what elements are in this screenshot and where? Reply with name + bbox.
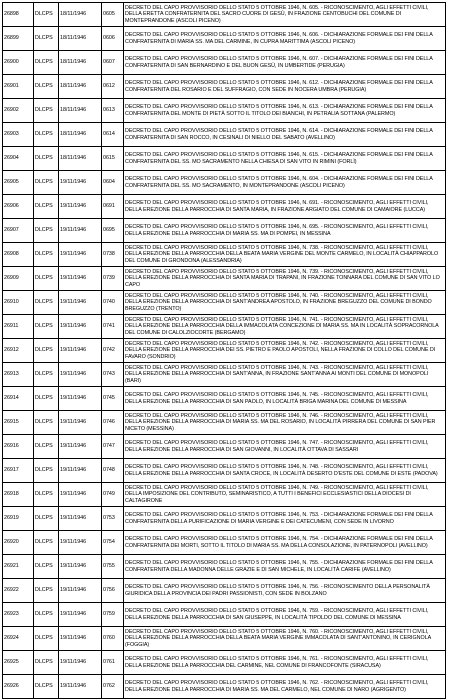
act-description-text: DECRETO DEL CAPO PROVVISORIO DELLO STATO 5 OTTOBRE 1946, N. 746. - RICONOSCIMENTO, AGLI EFFETTI CIVILI, DELLA EREZIONE DELLA PARROCCHIA DI MARIA SS. MA DEL ROSARIO, IN LOCALITÀ PIRRERA DEL COMUNE DI SAN PIER NICETO (MESSINA) [125,412,436,432]
act-description-text: DECRETO DEL CAPO PROVVISORIO DELLO STATO 5 OTTOBRE 1946, N. 742. - RICONOSCIMENTO, AGLI EFFETTI CIVILI, DELLA EREZIONE DELLA PARROCCHIA DEI SS. PIETRO E PAOLO APOSTOLI, NELLA FRAZIONE DI COLLO DEL COMUNE DI FAVARO (SONDRIO) [125,340,436,360]
publication-date-cell: 18/11/1946 [59,75,102,99]
act-type-cell: DLCPS [34,339,59,363]
act-description-text: DECRETO DEL CAPO PROVVISORIO DELLO STATO 5 OTTOBRE 1946, N. 614. - DICHIARAZIONE FORMALE DEI FINI DELLA CONFRATERNITA DI SAN ROCCO, IN CESINALI DI NIELLO DEL SABATO (AVELLINO) [125,128,433,141]
publication-date-cell: 19/11/1946 [59,195,102,219]
act-number-cell: 0748 [102,459,124,483]
row-number-cell: 26924 [3,627,34,651]
act-description-cell [124,123,446,147]
publication-date-cell: 19/11/1946 [59,267,102,291]
act-type-cell: DLCPS [34,363,59,387]
row-number-cell: 26904 [3,147,34,171]
publication-date-cell: 18/11/1946 [59,99,102,123]
row-number-cell: 26910 [3,291,34,315]
publication-date-cell: 19/11/1946 [59,627,102,651]
publication-date-cell: 19/11/1946 [59,483,102,507]
table-row [3,339,446,363]
row-number-cell: 26909 [3,267,34,291]
act-description-cell [124,603,446,627]
act-number-cell: 0605 [102,3,124,27]
act-description-text: DECRETO DEL CAPO PROVVISORIO DELLO STATO 5 OTTOBRE 1946, N. 745. - RICONOSCIMENTO, AGLI EFFETTI CIVILI, DELLA EREZIONE DELLA PARROCCHIA DI SAN PAOLO, IN LOCALITÀ BRIGA MARINA DEL COMUNE DI MESSINA [125,392,429,405]
table-row [3,651,446,675]
table-row [3,171,446,195]
act-description-cell [124,483,446,507]
act-description-text: DECRETO DEL CAPO PROVVISORIO DELLO STATO 5 OTTOBRE 1946, N. 748. - RICONOSCIMENTO, AGLI EFFETTI CIVILI, DELLA EREZIONE DELLA PARROCCHIA DI SANTA CROCE, IN LOCALITÀ DESERTO D'ESTE DEL COMUNE DI ESTE (PADOVA) [125,464,438,477]
act-description-cell [124,531,446,555]
table-row [3,483,446,507]
row-number-cell: 26908 [3,243,34,267]
act-description-cell [124,507,446,531]
act-type-cell: DLCPS [34,507,59,531]
act-number-cell: 0695 [102,219,124,243]
act-type-cell: DLCPS [34,267,59,291]
act-description-text: DECRETO DEL CAPO PROVVISORIO DELLO STATO 5 OTTOBRE 1946, N. 612. - DICHIARAZIONE FORMALE DEI FINI DELLA CONFRATERNITA DEL ROSARIO E DEL SUFFRAGIO, CON SEDE IN NOCERA UMBRA (PERUGIA) [125,80,433,93]
act-description-text: DECRETO DEL CAPO PROVVISORIO DELLO STATO 5 OTTOBRE 1946, N. 747. - RICONOSCIMENTO, AGLI EFFETTI CIVILI, DELLA EREZIONE DELLA PARROCCHIA DI SAN GIOVANNI, IN LOCALITÀ OTTAVA DI SASSARI [125,440,429,453]
act-number-cell: 0613 [102,99,124,123]
table-row [3,531,446,555]
table-row [3,555,446,579]
row-number-cell: 26903 [3,123,34,147]
act-number-cell: 0762 [102,675,124,699]
row-number-cell: 26899 [3,27,34,51]
act-number-cell: 0740 [102,291,124,315]
row-number-cell: 26923 [3,603,34,627]
row-number-cell: 26898 [3,3,34,27]
act-number-cell: 0615 [102,147,124,171]
publication-date-cell: 18/11/1946 [59,3,102,27]
act-type-cell: DLCPS [34,531,59,555]
act-type-cell: DLCPS [34,75,59,99]
publication-date-cell: 19/11/1946 [59,171,102,195]
publication-date-cell: 19/11/1946 [59,339,102,363]
act-type-cell: DLCPS [34,555,59,579]
act-number-cell: 0742 [102,339,124,363]
row-number-cell: 26921 [3,555,34,579]
act-description-text: DECRETO DEL CAPO PROVVISORIO DELLO STATO 5 OTTOBRE 1946, N. 740. - RICONOSCIMENTO, AGLI EFFETTI CIVILI, DELLA EREZIONE DELLA PARROCCHIA DI SANT'ANDREA APOSTOLO, IN FRAZIONE BREGUZZO DEL COMUNE DI BONDO BREGUZZO (TRENTO) [125,292,432,312]
act-number-cell: 0754 [102,531,124,555]
publication-date-cell: 19/11/1946 [59,363,102,387]
act-number-cell: 0607 [102,51,124,75]
act-description-cell [124,579,446,603]
act-number-cell: 0749 [102,483,124,507]
publication-date-cell: 19/11/1946 [59,651,102,675]
act-description-text: DECRETO DEL CAPO PROVVISORIO DELLO STATO 5 OTTOBRE 1946, N. 761. - RICONOSCIMENTO, AGLI EFFETTI CIVILI, DELLA EREZIONE DELLA PARROCCHIA DEL CARMINE, NEL COMUNE DI FRANCOFONTE (SIRACUSA) [125,656,429,669]
publication-date-cell: 19/11/1946 [59,555,102,579]
row-number-cell: 26917 [3,459,34,483]
act-description-text: DECRETO DEL CAPO PROVVISORIO DELLO STATO 5 OTTOBRE 1946, N. 762. - RICONOSCIMENTO, AGLI EFFETTI CIVILI, DELLA EREZIONE DELLA PARROCCHIA DI MARIA SS. MA DEL CARMELO, NEL COMUNE DI NARO (AGRIGENTO) [125,680,429,693]
act-type-cell: DLCPS [34,651,59,675]
act-description-cell [124,75,446,99]
act-number-cell: 0761 [102,651,124,675]
act-number-cell: 0746 [102,411,124,435]
act-description-text: DECRETO DEL CAPO PROVVISORIO DELLO STATO 5 OTTOBRE 1946, N. 759. - RICONOSCIMENTO, AGLI EFFETTI CIVILI, DELLA EREZIONE DELLA PARROCCHIA DI SAN GIUSEPPE, IN LOCALITÀ TIPOLDO DEL COMUNE DI MESSINA [125,608,429,621]
act-description-text: DECRETO DEL CAPO PROVVISORIO DELLO STATO 5 OTTOBRE 1946, N. 743. - RICONOSCIMENTO, AGLI EFFETTI CIVILI, DELLA EREZIONE DELLA PARROCCHIA DI SANT'ANNA, IN FRAZIONE SANT'ANNA AI MONTI DEL COMUNE DI MONOPOLI (BARI) [125,364,429,384]
table-row [3,291,446,315]
act-type-cell: DLCPS [34,315,59,339]
table-row [3,387,446,411]
act-number-cell: 0747 [102,435,124,459]
row-number-cell: 26926 [3,675,34,699]
table-row [3,75,446,99]
table-row [3,51,446,75]
act-description-text: DECRETO DEL CAPO PROVVISORIO DELLO STATO 5 OTTOBRE 1946, N. 604. - DICHIARAZIONE FORMALE DEI FINI DELLA CONFRATERNITA DEL SS. MO SACRAMENTO, IN MONTEPRANDONE (ASCOLI PICENO) [125,176,433,189]
act-number-cell: 0691 [102,195,124,219]
table-row [3,243,446,267]
act-number-cell: 0743 [102,363,124,387]
act-description-cell [124,3,446,27]
row-number-cell: 26900 [3,51,34,75]
act-description-text: DECRETO DEL CAPO PROVVISORIO DELLO STATO 5 OTTOBRE 1946, N. 695. - RICONOSCIMENTO, AGLI EFFETTI CIVILI, DELLA EREZIONE DELLA PARROCCHIA DI MARIA SS. MA DI POMPEI, IN MESSINA [125,224,429,237]
act-description-text: DECRETO DEL CAPO PROVVISORIO DELLO STATO 5 OTTOBRE 1946, N. 755. - DICHIARAZIONE FORMALE DEI FINI DELLA CONFRATERNITA DELLA MADONNA DELLE GRAZIE E DI SAN MICHELE, IN LOCALITÀ CARIFE (AVELLINO) [125,560,433,573]
act-number-cell: 0745 [102,387,124,411]
act-type-cell: DLCPS [34,435,59,459]
act-description-cell [124,339,446,363]
publication-date-cell: 19/11/1946 [59,507,102,531]
row-number-cell: 26907 [3,219,34,243]
act-type-cell: DLCPS [34,3,59,27]
act-number-cell: 0614 [102,123,124,147]
row-number-cell: 26920 [3,531,34,555]
act-number-cell: 0612 [102,75,124,99]
act-description-cell [124,219,446,243]
act-description-text: DECRETO DEL CAPO PROVVISORIO DELLO STATO 5 OTTOBRE 1946, N. 739. - RICONOSCIMENTO, AGLI EFFETTI CIVILI, DELLA EREZIONE DELLA PARROCCHIA DI SANTA MARIA DI TRAPANI, IN FRAZIONE TONNARA DEL COMUNE DI SAN VITO LO CAPO [125,268,440,288]
table-row [3,267,446,291]
row-number-cell: 26902 [3,99,34,123]
act-type-cell: DLCPS [34,195,59,219]
act-description-cell [124,363,446,387]
act-description-cell [124,315,446,339]
publication-date-cell: 19/11/1946 [59,219,102,243]
act-number-cell: 0753 [102,507,124,531]
table-row [3,411,446,435]
act-description-cell [124,147,446,171]
act-description-text: DECRETO DEL CAPO PROVVISORIO DELLO STATO 5 OTTOBRE 1946, N. 615. - DICHIARAZIONE FORMALE DEI FINI DELLA CONFRATERNITA DEL SS. MO SACRAMENTO NELLA CHIESA DI SAN VITO IN RIMINI (FORLÌ) [125,152,433,165]
act-type-cell: DLCPS [34,675,59,699]
act-description-cell [124,387,446,411]
act-description-cell [124,171,446,195]
publication-date-cell: 19/11/1946 [59,387,102,411]
act-number-cell: 0741 [102,315,124,339]
act-type-cell: DLCPS [34,27,59,51]
row-number-cell: 26906 [3,195,34,219]
publication-date-cell: 19/11/1946 [59,411,102,435]
table-row [3,459,446,483]
act-type-cell: DLCPS [34,387,59,411]
publication-date-cell: 19/11/1946 [59,315,102,339]
row-number-cell: 26911 [3,315,34,339]
act-number-cell: 0738 [102,243,124,267]
act-type-cell: DLCPS [34,603,59,627]
act-type-cell: DLCPS [34,243,59,267]
act-description-text: DECRETO DEL CAPO PROVVISORIO DELLO STATO 5 OTTOBRE 1946, N. 607. - DICHIARAZIONE FORMALE DEI FINI DELLA CONFRATERNITA DI SAN BERNARDINO E DEL BUON GESÙ, IN UMBERTIDE (PERUGIA) [125,56,433,69]
act-number-cell: 0759 [102,603,124,627]
act-description-cell [124,27,446,51]
row-number-cell: 26912 [3,339,34,363]
publication-date-cell: 19/11/1946 [59,459,102,483]
act-description-text: DECRETO DEL CAPO PROVVISORIO DELLO STATO 5 OTTOBRE 1946, N. 760. - RICONOSCIMENTO, AGLI EFFETTI CIVILI, DELLA EREZIONE DELLA PARROCCHIA DELLA BEATA MARIA VERGINE IMMACOLATA DI SANT'ANTONINO, IN CERIGNOLA (FOGGIA) [125,628,431,648]
table-row [3,315,446,339]
publication-date-cell: 19/11/1946 [59,579,102,603]
table-row [3,99,446,123]
act-type-cell: DLCPS [34,219,59,243]
act-type-cell: DLCPS [34,291,59,315]
publication-date-cell: 19/11/1946 [59,243,102,267]
row-number-cell: 26905 [3,171,34,195]
act-number-cell: 0756 [102,579,124,603]
act-type-cell: DLCPS [34,459,59,483]
act-description-text: DECRETO DEL CAPO PROVVISORIO DELLO STATO 5 OTTOBRE 1946, N. 753. - DICHIARAZIONE FORMALE DEI FINI DELLA CONFRATERNITA DELLA PURIFICAZIONE DI MARIA VERGINE E DEI CATECUMENI, CON SEDE IN LIVORNO [125,512,433,525]
act-description-cell [124,675,446,699]
table-row [3,603,446,627]
act-description-text: DECRETO DEL CAPO PROVVISORIO DELLO STATO 5 OTTOBRE 1946, N. 756. - RICONOSCIMENTO DELLA PERSONALITÀ GIURIDICA DELLA PROVINCIA DEI PADRI PASSIONISTI, CON SEDE IN BOLZANO [125,584,430,597]
publication-date-cell: 19/11/1946 [59,675,102,699]
publication-date-cell: 18/11/1946 [59,147,102,171]
act-number-cell: 0755 [102,555,124,579]
table-row [3,195,446,219]
act-number-cell: 0604 [102,171,124,195]
act-description-cell [124,243,446,267]
table-row [3,435,446,459]
act-number-cell: 0606 [102,27,124,51]
act-description-cell [124,651,446,675]
act-description-cell [124,99,446,123]
table-row [3,363,446,387]
act-type-cell: DLCPS [34,171,59,195]
publication-date-cell: 19/11/1946 [59,291,102,315]
act-description-cell [124,627,446,651]
table-row [3,507,446,531]
publication-date-cell: 19/11/1946 [59,531,102,555]
row-number-cell: 26901 [3,75,34,99]
act-type-cell: DLCPS [34,411,59,435]
row-number-cell: 26925 [3,651,34,675]
table-row [3,627,446,651]
act-number-cell: 0739 [102,267,124,291]
publication-date-cell: 18/11/1946 [59,27,102,51]
row-number-cell: 26922 [3,579,34,603]
act-type-cell: DLCPS [34,483,59,507]
table-row [3,27,446,51]
act-type-cell: DLCPS [34,99,59,123]
act-description-cell [124,267,446,291]
row-number-cell: 26914 [3,387,34,411]
act-description-text: DECRETO DEL CAPO PROVVISORIO DELLO STATO 5 OTTOBRE 1946, N. 605. - RICONOSCIMENTO, AGLI EFFETTI CIVILI, DELLA ERETTA CONFRATERNITA DEL SACRO CUORE DI GESÙ, IN FRAZIONE CENTOBUCHI DEL COMUNE DI MONTEPRANDONE (ASCOLI PICENO) [125,4,429,24]
act-type-cell: DLCPS [34,627,59,651]
table-row [3,579,446,603]
act-description-cell [124,51,446,75]
register-table [2,2,446,699]
act-description-cell [124,195,446,219]
act-description-text: DECRETO DEL CAPO PROVVISORIO DELLO STATO 5 OTTOBRE 1946, N. 741. - RICONOSCIMENTO, AGLI EFFETTI CIVILI, DELLA EREZIONE DELLA PARROCCHIA DELLA IMMACOLATA CONCEZIONE DI MARIA SS. MA IN LOCALITÀ SOPRACORNOLA DEL COMUNE DI CALOLZIOCORTE (BERGAMO) [125,316,439,336]
act-description-text: DECRETO DEL CAPO PROVVISORIO DELLO STATO 5 OTTOBRE 1946, N. 606. - DICHIARAZIONE FORMALE DEI FINI DELLA CONFRATERNITA DI MARIA SS. MA DEL CARMINE, IN CUPRA MARITTIMA (ASCOLI PICENO) [125,32,433,45]
act-description-cell [124,435,446,459]
act-type-cell: DLCPS [34,51,59,75]
register-table-body [3,3,446,699]
table-row [3,219,446,243]
row-number-cell: 26915 [3,411,34,435]
act-description-text: DECRETO DEL CAPO PROVVISORIO DELLO STATO 5 OTTOBRE 1946, N. 754. - DICHIARAZIONE FORMALE DEI FINI DELLA CONFRATERNITA DEI MORTI, SOTTO IL TITOLO DI MARIA SS. MA DELLA CONSOLAZIONE, IN PATERNOPOLI (AVELLINO) [125,536,433,549]
act-description-cell [124,459,446,483]
row-number-cell: 26916 [3,435,34,459]
act-number-cell: 0760 [102,627,124,651]
act-description-text: DECRETO DEL CAPO PROVVISORIO DELLO STATO 5 OTTOBRE 1946, N. 691. - RICONOSCIMENTO, AGLI EFFETTI CIVILI, DELLA EREZIONE DELLA PARROCCHIA DI SANTA MARIA, IN FRAZIONE ARGIATO DEL COMUNE DI CAMAIORE (LUCCA) [125,200,429,213]
table-row [3,147,446,171]
publication-date-cell: 19/11/1946 [59,435,102,459]
act-description-text: DECRETO DEL CAPO PROVVISORIO DELLO STATO 5 OTTOBRE 1946, N. 738. - RICONOSCIMENTO, AGLI EFFETTI CIVILI, DELLA EREZIONE DELLA PARROCCHIA DELLA BEATA MARIA VERGINE DEL MONTE CARMELO, IN LOCALITÀ CHIAPPAROLO DEL COMUNE DI GRONDONA (ALESSANDRIA) [125,244,439,264]
act-description-cell [124,411,446,435]
table-row [3,3,446,27]
act-description-cell [124,555,446,579]
act-description-text: DECRETO DEL CAPO PROVVISORIO DELLO STATO 5 OTTOBRE 1946, N. 749. - RICONOSCIMENTO, AGLI EFFETTI CIVILI, DELLA IMPOSIZIONE DEL CONTRIBUTO, SEMINARISTICO, A TUTTI I BENEFICI ECCLESIASTICI DELLA DIOCESI DI CALTAGIRONE [125,484,429,504]
table-row [3,675,446,699]
table-row [3,123,446,147]
act-description-cell [124,291,446,315]
publication-date-cell: 19/11/1946 [59,603,102,627]
act-type-cell: DLCPS [34,123,59,147]
publication-date-cell: 18/11/1946 [59,123,102,147]
row-number-cell: 26913 [3,363,34,387]
row-number-cell: 26919 [3,507,34,531]
act-type-cell: DLCPS [34,147,59,171]
row-number-cell: 26918 [3,483,34,507]
publication-date-cell: 18/11/1946 [59,51,102,75]
act-type-cell: DLCPS [34,579,59,603]
act-description-text: DECRETO DEL CAPO PROVVISORIO DELLO STATO 5 OTTOBRE 1946, N. 613. - DICHIARAZIONE FORMALE DEI FINI DELLA CONFRATERNITA DEL MONTE DI PIETÀ SOTTO IL TITOLO DEI BIANCHI, IN PETRALIA SOTTANA (PALERMO) [125,104,433,117]
